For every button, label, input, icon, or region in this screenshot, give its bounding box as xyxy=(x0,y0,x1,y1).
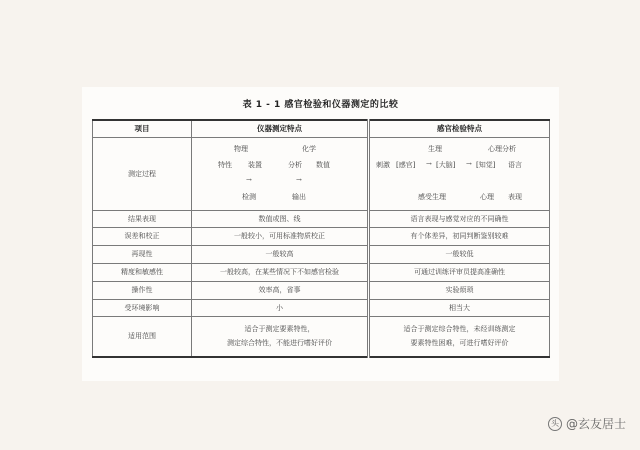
row-label: 受环境影响 xyxy=(93,299,192,316)
table-row xyxy=(93,281,550,299)
scope-instrument-line-2: 测定综合特性，不能进行嗜好评价 xyxy=(227,339,332,348)
cell-sensory: 可通过训练评审员提高准确性 xyxy=(369,263,550,281)
table-row xyxy=(93,263,550,281)
cell-instrument: 一般较高，在某些情况下不如感官检验 xyxy=(192,263,369,281)
table-header-row xyxy=(93,120,550,137)
table-caption: 表 1 - 1 感官检验和仪器测定的比较 xyxy=(242,100,399,110)
flow-arrow-b: → xyxy=(466,159,472,168)
flow-stimulus: 刺激 xyxy=(376,160,390,169)
flow-arrow-a: → xyxy=(426,159,432,168)
table-row xyxy=(93,210,550,227)
row-label: 结果表现 xyxy=(93,210,192,227)
scope-instrument-cell xyxy=(192,316,369,357)
cell-sensory: 实验烦琐 xyxy=(369,281,550,299)
header-instrument: 仪器测定特点 xyxy=(192,120,369,137)
process-sensory-cell xyxy=(369,137,550,210)
row-label-process: 测定过程 xyxy=(93,137,192,210)
watermark xyxy=(548,415,626,432)
cell-sensory: 一般较低 xyxy=(369,245,550,263)
table-row xyxy=(93,245,550,263)
scope-sensory-line-1: 适合于测定综合特性，未经训练测定 xyxy=(403,325,516,334)
process-instrument-cell xyxy=(192,137,369,210)
row-label: 再现性 xyxy=(93,245,192,263)
row-label: 精度和敏感性 xyxy=(93,263,192,281)
flow-analysis: 分析 xyxy=(288,160,302,169)
scope-instrument-line-1: 适合于测定要素特性， xyxy=(244,325,315,334)
table-row xyxy=(93,227,550,245)
scope-sensory-cell xyxy=(369,316,550,357)
flow-physiology: 生理 xyxy=(428,144,442,153)
cell-instrument: 效率高，省事 xyxy=(192,281,369,299)
row-label-scope: 适用范围 xyxy=(93,316,192,357)
header-item: 项目 xyxy=(93,120,192,137)
flow-perception: [知觉] xyxy=(476,160,496,169)
flow-arrow-2: → xyxy=(296,175,302,184)
cell-sensory: 语言表现与感觉对应的不同确性 xyxy=(369,210,550,227)
flow-expression: 表现 xyxy=(508,192,522,201)
header-sensory: 感官检验特点 xyxy=(369,120,550,137)
watermark-text: @玄友居士 xyxy=(565,417,626,431)
cell-instrument: 一般较高 xyxy=(192,245,369,263)
table-row-process xyxy=(93,137,550,210)
flow-device: 装置 xyxy=(248,160,262,169)
flow-sense-physiology: 感受生理 xyxy=(418,192,446,201)
row-label: 误差和校正 xyxy=(93,227,192,245)
flow-sense-organ: [感官] xyxy=(396,160,416,169)
instrument-flow xyxy=(192,138,367,210)
table-row xyxy=(93,299,550,316)
flow-property: 特性 xyxy=(218,160,232,169)
flow-arrow-1: → xyxy=(246,175,252,184)
flow-detect: 检测 xyxy=(242,192,256,201)
cell-instrument: 数值或图、线 xyxy=(192,210,369,227)
comparison-table xyxy=(92,119,550,358)
cell-sensory: 有个体差异，初同判断鉴别较难 xyxy=(369,227,550,245)
scope-sensory-line-2: 要素特性困难，可进行嗜好评价 xyxy=(410,339,509,348)
flow-physics: 物理 xyxy=(234,144,248,153)
flow-language: 语言 xyxy=(508,160,522,169)
row-label: 操作性 xyxy=(93,281,192,299)
flow-psych-analysis: 心理分析 xyxy=(488,144,516,153)
sensory-flow xyxy=(370,138,549,210)
flow-output: 输出 xyxy=(292,192,306,201)
flow-value: 数值 xyxy=(316,160,330,169)
table-row-scope xyxy=(93,316,550,357)
document-page xyxy=(82,87,559,381)
watermark-logo-icon: 头 xyxy=(548,417,562,431)
flow-psychology: 心理 xyxy=(480,192,494,201)
cell-instrument: 小 xyxy=(192,299,369,316)
flow-chemistry: 化学 xyxy=(302,144,316,153)
cell-sensory: 相当大 xyxy=(369,299,550,316)
cell-instrument: 一般较小，可用标准物质校正 xyxy=(192,227,369,245)
flow-brain: [大脑] xyxy=(436,160,456,169)
